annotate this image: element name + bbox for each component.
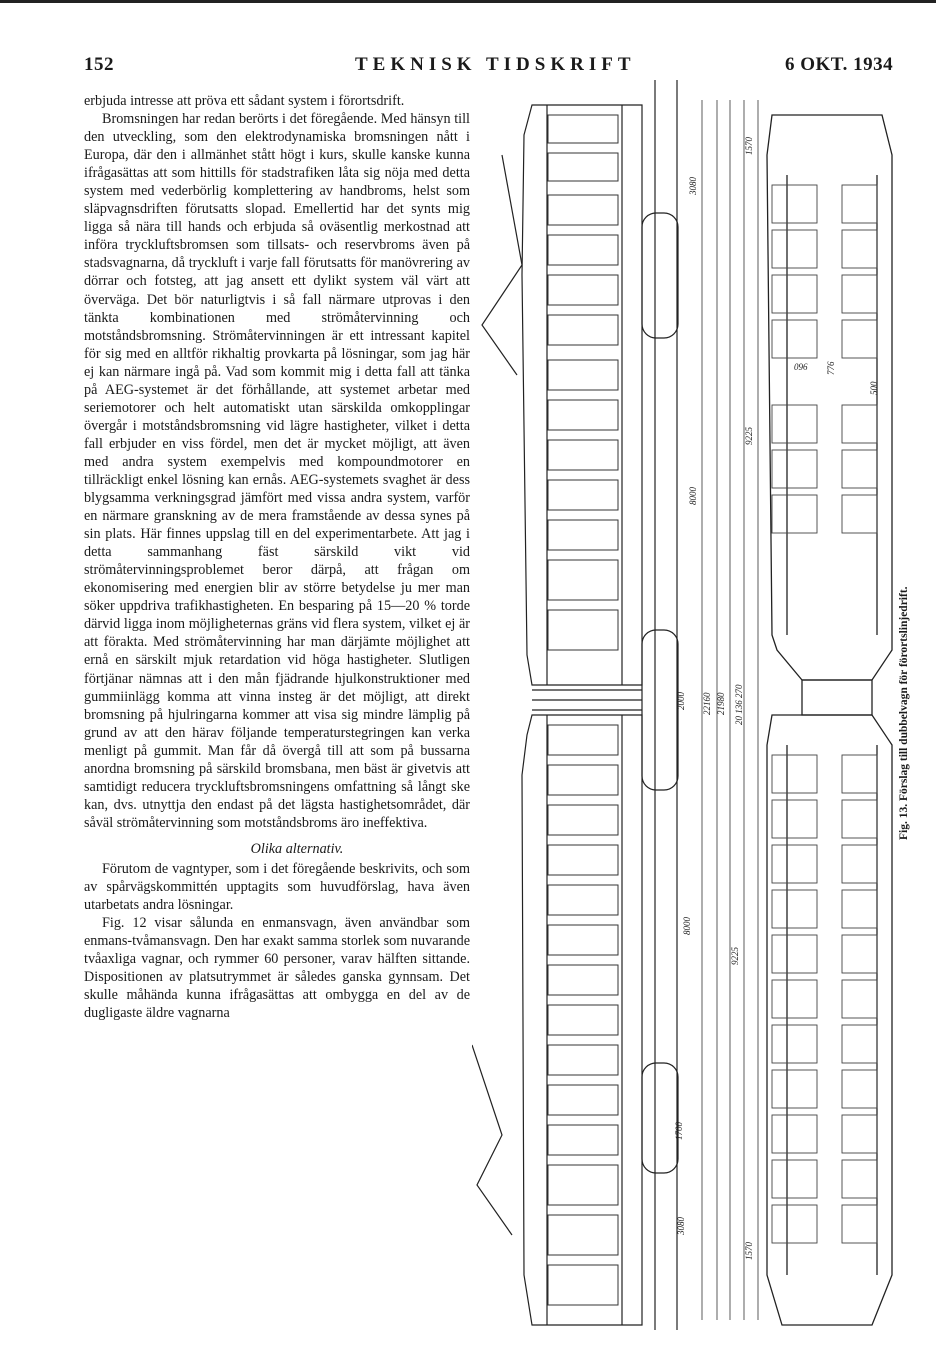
dim-label: 8000	[682, 917, 692, 935]
paragraph: erbjuda intresse att pröva ett sådant system i förortsdrift.	[84, 93, 405, 109]
top-rule	[0, 0, 936, 3]
dim-label: 1700	[674, 1122, 684, 1140]
section-heading: Olika alternativ.	[250, 840, 344, 857]
paragraph: Fig. 12 visar sålunda en enmansvagn, även användbar som enmans-tvåmansvagn. Den har exakt samma storlek som nuvarande tvåaxliga vagnar, och rymmer 60 personer, varav hälften sittande. Dispositionen av platsutrymmet är således ganska gynnsam. Det skulle måhända kunna ifrågasättas att ombygga en del av de dugligaste äldre vagnarna	[84, 915, 470, 1022]
page-number: 152	[84, 54, 114, 75]
dim-label: 500	[869, 381, 879, 395]
dim-label: 3080	[676, 1217, 686, 1235]
tram-drawing-figure	[472, 75, 912, 1335]
dim-label: 22160	[702, 692, 712, 715]
dim-label: 2000	[676, 692, 686, 710]
dim-label: 20 136 270	[734, 684, 744, 725]
dim-label: 776	[826, 361, 836, 375]
article-column	[84, 92, 470, 1022]
seat-rows	[772, 185, 877, 1243]
dim-label: 9225	[744, 427, 754, 445]
journal-title: TEKNISK TIDSKRIFT	[355, 54, 636, 75]
dim-label: 8000	[688, 487, 698, 505]
dimension-labels	[674, 137, 879, 1261]
plan-view	[767, 115, 892, 1325]
dim-label: 3080	[688, 177, 698, 195]
paragraph: Bromsningen har redan berörts i det föregående. Med hänsyn till den utveckling, som den elektrodynamiska bromsningen nått i Europa, där den i allmänhet stått högt i kurs, skulle kanske kunna ifrågasättas att som hittills för stadstrafiken låta sig nöja med detta system med vederbörlig komplettering av handbroms, helst som släpvagnsdriften förutsatts slopad. Emellertid har det synts mig ligga så nära till hands och erbjuda så oväsentlig merkostnad att införa tryckluftsbromsen som tillsats- och reservbroms även på stadsvagnarna, då tryckluft i varje fall förutsatts för manövrering av dörrar och fotsteg, att jag ansett ett dylikt system väl värt att överväga. Det bör naturligtvis i så fall närmare utprovas i den tänkta kombinationen med strömåtervinning och motståndsbromsning. Strömåtervinningen är ett intressant kapitel för sig med en alltför rikhaltig provkarta på lösningar, som jag här ej kan närmare ingå på. Vad som kommit mig i detta fall att tänka på AEG-systemet är det förhållande, att systemet arbetar med seriemotorer och helt automatiskt utan särskilda omkopplingar övergår i motståndsbromsning vid lägre hastigheter, vilket i detta fall erbjuder en viss fördel, men det är mycket möjligt, att även med andra system exempelvis med kompoundmotorer en tillräckligt enkel lösning kan ernås. AEG-systemets svaghet är dess blygsamma verkningsgrad jämfört med vissa andra system, varför en närmare granskning av de mera framstående av dessa synes på sin plats. Här finnes uppslag till en del experimentarbete. Att jag i detta sammanhang fäst särskild vikt vid strömåtervinningsproblemet beror därpå, att frågan om ekonomisering med energien blir av större betydelse ju mer man söker uppdriva trafikhastigheten. En besparing på 15—20 % torde därvid ligga inom möjligheternas gräns vid flera system, vilket ej är att förakta. Med strömåtervinning har man därjämte möjlighet att ernå en särskilt mjuk retardation vid höga hastigheter. Slutligen förtjänar nämnas att i den mån fjädrande hjulkonstruktioner med gummiinlägg komma att vinna insteg är det möjligt, att direkt bromsning på hjulringarna kommer att visa sig mindre lämplig på grund av att den härav följande temperaturstegringen kan verka menligt på gummit. Man får då övergå till att som på bussarna anordna bromsning på särskild bromsbana, men bäst är givetvis att samtidigt reducera tryckluftsbromsningens omfattning så långt ske kan, dvs. utnyttja den endast på det lägsta hastighetsområdet, där såväl strömåtervinning som motståndsbroms äro ineffektiva.	[84, 111, 470, 831]
dim-label: 21980	[716, 692, 726, 715]
dim-label: 9225	[730, 947, 740, 965]
paragraph: Förutom de vagntyper, som i det föregående beskrivits, och som av spårvägskommittén upptagits som huvudförslag, hava även utarbetats andra lösningar.	[84, 860, 470, 914]
figure-caption: Fig. 13. Förslag till dubbelvagn för förortslinjedrift.	[898, 586, 910, 840]
dim-label: 1570	[744, 137, 754, 155]
dim-label: 096	[794, 362, 808, 372]
dim-label: 1570	[744, 1242, 754, 1260]
side-elevation	[472, 80, 678, 1330]
issue-date: 6 OKT. 1934	[785, 54, 894, 75]
